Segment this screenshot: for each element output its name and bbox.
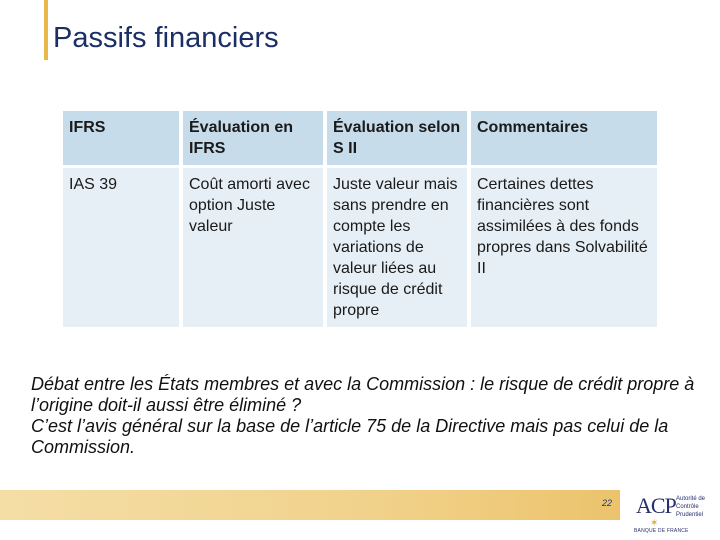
logo-full-name: Autorité de Contrôle Prudentiel (676, 496, 706, 518)
slide-title: Passifs financiers (53, 22, 279, 54)
header-evaluation-ifrs: Évaluation en IFRS (183, 111, 323, 165)
footer-band (0, 490, 620, 520)
header-ifrs: IFRS (63, 111, 179, 165)
header-commentaires: Commentaires (471, 111, 657, 165)
table-header-row (63, 111, 657, 165)
cell-commentaires: Certaines dettes financières sont assimilées à des fonds propres dans Solvabilité II (471, 168, 657, 327)
table-row (63, 168, 657, 327)
cell-evaluation-s2: Juste valeur mais sans prendre en compte les variations de valeur liées au risque de crédit propre (327, 168, 467, 327)
star-icon: ✶ (650, 518, 659, 529)
debate-note (31, 374, 701, 458)
comparison-table (59, 108, 661, 330)
cell-standard: IAS 39 (63, 168, 179, 327)
logo-subtitle: BANQUE DE FRANCE (634, 528, 689, 534)
cell-evaluation-ifrs: Coût amorti avec option Juste valeur (183, 168, 323, 327)
note-line-2: C’est l’avis général sur la base de l’article 75 de la Directive mais pas celui de la Commission. (31, 416, 669, 457)
logo-acronym: ACP (636, 493, 676, 518)
header-evaluation-s2: Évaluation selon S II (327, 111, 467, 165)
title-accent-bar (44, 0, 48, 60)
page-number: 22 (601, 498, 612, 508)
acp-logo (632, 490, 720, 540)
note-line-1: Débat entre les États membres et avec la Commission : le risque de crédit propre à l’origine doit-il aussi être éliminé ? (31, 374, 695, 415)
